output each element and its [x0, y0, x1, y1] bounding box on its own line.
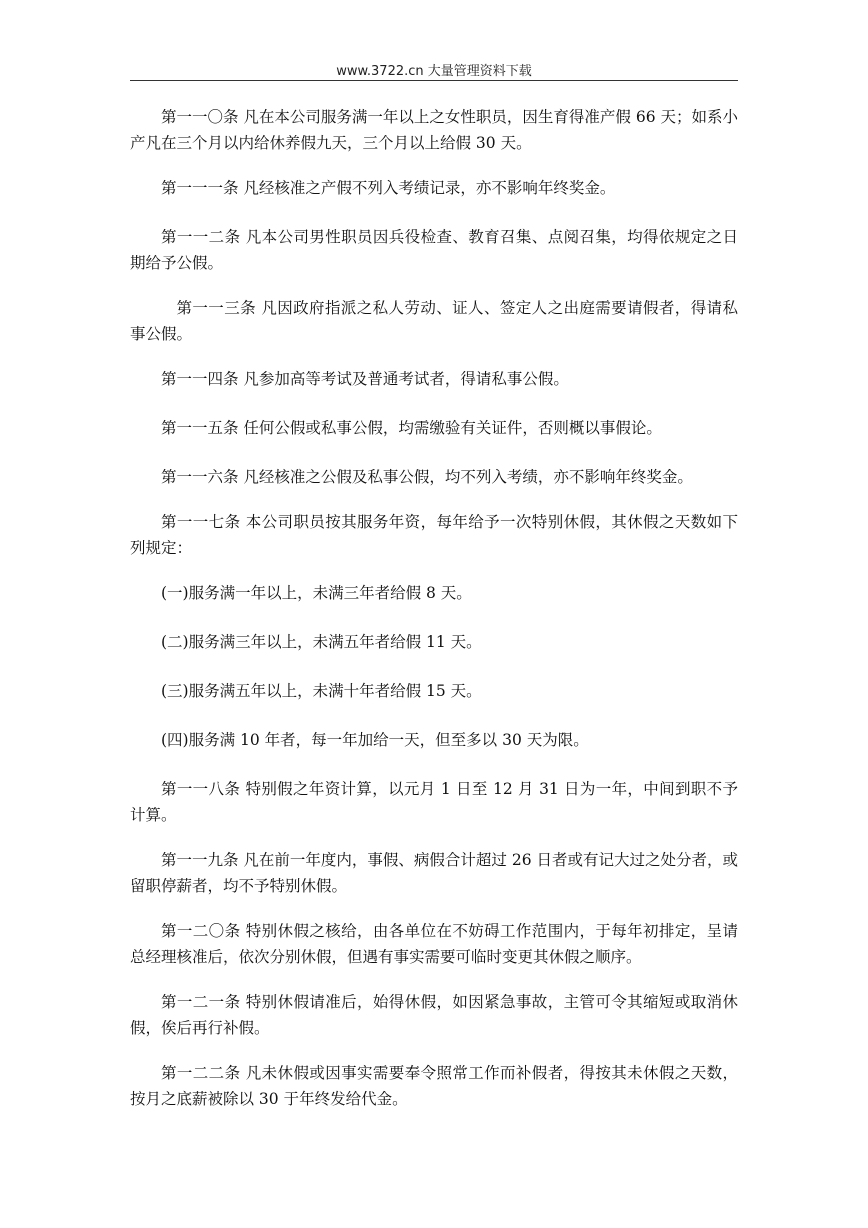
article-111: 第一一一条 凡经核准之产假不列入考绩记录，亦不影响年终奖金。 [161, 179, 616, 197]
list-item-4: (四)服务满 10 年者，每一年加给一天，但至多以 30 天为限。 [161, 731, 589, 749]
article-121: 第一二一条 特别休假请准后，始得休假，如因紧急事故，主管可令其缩短或取消休假，俟后再行补假。 [130, 993, 738, 1037]
article-110: 第一一〇条 凡在本公司服务满一年以上之女性职员，因生育得准产假 66 天；如系小产凡在三个月以内给休养假九天，三个月以上给假 30 天。 [130, 108, 739, 152]
article-112: 第一一二条 凡本公司男性职员因兵役检查、教育召集、点阅召集，均得依规定之日期给予公假。 [130, 228, 738, 272]
document-body [130, 104, 738, 1131]
page-header: www.3722.cn 大量管理资料下载 [336, 64, 532, 79]
article-113: 第一一三条 凡因政府指派之私人劳动、证人、签定人之出庭需要请假者，得请私事公假。 [130, 299, 738, 343]
list-item-1: (一)服务满一年以上，未满三年者给假 8 天。 [161, 584, 472, 602]
article-120: 第一二〇条 特别休假之核给，由各单位在不妨碍工作范围内，于每年初排定，呈请总经理核准后，依次分别休假，但遇有事实需要可临时变更其休假之顺序。 [130, 922, 738, 966]
article-119: 第一一九条 凡在前一年度内，事假、病假合计超过 26 日者或有记大过之处分者，或留职停薪者，均不予特别休假。 [130, 851, 739, 895]
header-rule [130, 80, 738, 81]
list-item-3: (三)服务满五年以上，未满十年者给假 15 天。 [161, 682, 482, 700]
list-item-2: (二)服务满三年以上，未满五年者给假 11 天。 [161, 633, 482, 651]
article-118: 第一一八条 特别假之年资计算，以元月 1 日至 12 月 31 日为一年，中间到职不予计算。 [130, 780, 738, 824]
article-115: 第一一五条 任何公假或私事公假，均需缴验有关证件，否则概以事假论。 [161, 419, 662, 437]
article-122: 第一二二条 凡未休假或因事实需要奉令照常工作而补假者，得按其未休假之天数，按月之底薪被除以 30 于年终发给代金。 [130, 1064, 738, 1108]
article-117: 第一一七条 本公司职员按其服务年资，每年给予一次特别休假，其休假之天数如下列规定： [130, 513, 738, 557]
article-116: 第一一六条 凡经核准之公假及私事公假，均不列入考绩，亦不影响年终奖金。 [161, 468, 693, 486]
article-114: 第一一四条 凡参加高等考试及普通考试者，得请私事公假。 [161, 370, 569, 388]
